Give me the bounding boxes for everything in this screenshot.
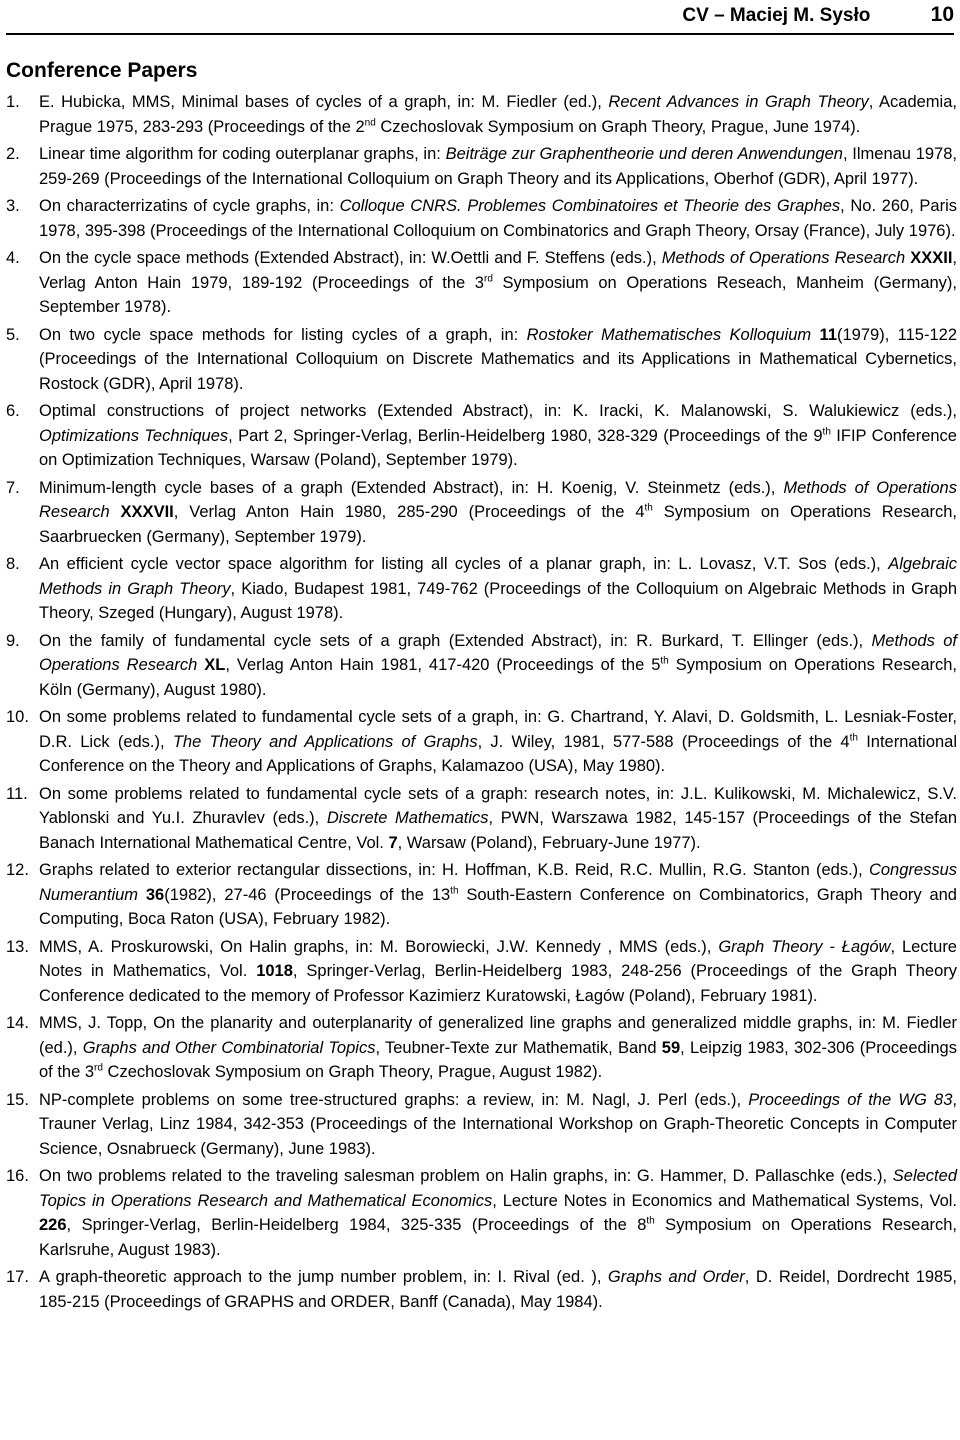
paper-citation bbox=[39, 402, 957, 469]
citation-text: MMS, J. Topp, On the planarity and outerplanarity of generalized line graphs and generalized middle graphs, in: M. Fiedler (ed.), bbox=[39, 1014, 957, 1057]
section-title: Conference Papers bbox=[6, 59, 198, 82]
paper-entry bbox=[6, 629, 957, 703]
citation-text: , Academia, Prague 1975, 283-293 (Proceedings of the 2 bbox=[39, 93, 957, 136]
paper-number: 2. bbox=[6, 145, 20, 163]
paper-entry bbox=[6, 935, 957, 1009]
paper-entry bbox=[6, 782, 957, 856]
citation-italic-title: Graph Theory - Łagów bbox=[718, 937, 891, 956]
citation-italic-title: Discrete Mathematics bbox=[326, 809, 489, 827]
citation-text: On characterrizatins of cycle graphs, in: bbox=[39, 197, 340, 215]
paper-citation bbox=[39, 1268, 957, 1311]
citation-text: Symposium on Operations Research, Saarbruecken (Germany), September 1979). bbox=[39, 503, 958, 546]
citation-text: , Verlag Anton Hain 1981, 417-420 (Proceedings of the 5 bbox=[225, 656, 661, 674]
citation-italic-title: The Theory and Applications of Graphs bbox=[172, 732, 478, 751]
paper-entry bbox=[6, 142, 957, 191]
paper-entry bbox=[6, 476, 957, 550]
citation-text: (1982), 27-46 (Proceedings of the 13 bbox=[164, 885, 451, 904]
citation-text: Optimal constructions of project networks (Extended Abstract), in: K. Iracki, K. Malanowski, S. Walukiewicz (eds.), bbox=[39, 402, 957, 420]
citation-text: IFIP Conference on Optimization Techniques, Warsaw (Poland), September 1979). bbox=[39, 426, 957, 469]
paper-number: 10. bbox=[6, 708, 29, 726]
paper-citation bbox=[39, 785, 957, 852]
paper-citation bbox=[39, 1091, 957, 1158]
paper-citation bbox=[39, 93, 957, 136]
paper-entry bbox=[6, 323, 957, 397]
ordinal-suffix: th bbox=[644, 502, 653, 514]
citation-text: , PWN, Warszawa 1982, 145-157 (Proceedings of the Stefan Banach International Mathematical Centre, Vol. bbox=[39, 809, 958, 852]
paper-entry bbox=[6, 90, 957, 139]
citation-text: , J. Wiley, 1981, 577-588 (Proceedings of the 4 bbox=[477, 732, 850, 751]
paper-citation bbox=[39, 708, 957, 775]
paper-entry bbox=[6, 194, 957, 243]
paper-number: 7. bbox=[6, 478, 20, 497]
citation-italic-title: Rostoker Mathematisches Kolloquium bbox=[526, 325, 820, 344]
citation-text: Graphs related to exterior rectangular dissections, in: H. Hoffman, K.B. Reid, R.C. Mullin, R.G. Stanton (eds.), bbox=[39, 861, 869, 879]
paper-number: 9. bbox=[6, 631, 20, 650]
citation-text: , Warsaw (Poland), February-June 1977). bbox=[397, 833, 701, 852]
paper-number: 12. bbox=[6, 861, 29, 879]
citation-text: , Springer-Verlag, Berlin-Heidelberg 1984, 325-335 (Proceedings of the 8 bbox=[66, 1216, 647, 1234]
citation-volume: 7 bbox=[388, 833, 398, 852]
paper-number: 1. bbox=[6, 93, 20, 111]
citation-text: Symposium on Operations Research, Karlsruhe, August 1983). bbox=[39, 1216, 957, 1259]
citation-volume: 1018 bbox=[256, 962, 293, 980]
paper-citation bbox=[39, 938, 957, 1005]
paper-number: 13. bbox=[6, 937, 29, 956]
citation-text: On some problems related to fundamental cycle sets of a graph: research notes, in: J.L. Kulikowski, M. Michalewicz, S.V. Yablonski and Yu.I. Zhuravlev (eds.), bbox=[39, 784, 957, 827]
citation-volume: XXXVII bbox=[120, 503, 174, 521]
paper-entry bbox=[6, 858, 957, 932]
paper-citation bbox=[39, 1167, 957, 1259]
citation-text: , Verlag Anton Hain 1979, 189-192 (Proceedings of the 3 bbox=[39, 249, 957, 292]
citation-text: Czechoslovak Symposium on Graph Theory, Prague, June 1974). bbox=[375, 117, 861, 136]
citation-text: , Springer-Verlag, Berlin-Heidelberg 1983, 248-256 (Proceedings of the Graph Theory Conference dedicated to the memory of Professor Kazimierz Kuratowski, Łagów (Poland), February 1981). bbox=[39, 962, 957, 1005]
ordinal-suffix: th bbox=[849, 732, 858, 743]
paper-number: 16. bbox=[6, 1167, 29, 1185]
citation-text: , Verlag Anton Hain 1980, 285-290 (Proceedings of the 4 bbox=[173, 503, 645, 521]
citation-volume: 36 bbox=[145, 885, 165, 904]
ordinal-suffix: th bbox=[646, 1215, 655, 1227]
conference-paper-list bbox=[6, 90, 957, 1317]
citation-text: , Part 2, Springer-Verlag, Berlin-Heidelberg 1980, 328-329 (Proceedings of the 9 bbox=[228, 426, 823, 445]
ordinal-suffix: th bbox=[450, 885, 459, 896]
citation-text: An efficient cycle vector space algorithm for listing all cycles of a planar graph, in: L. Lovasz, V.T. Sos (eds.), bbox=[39, 555, 889, 573]
ordinal-suffix: th bbox=[822, 426, 831, 437]
citation-text: E. Hubicka, MMS, Minimal bases of cycles of a graph, in: M. Fiedler (ed.), bbox=[39, 93, 609, 111]
citation-text: , Kiado, Budapest 1981, 749-762 (Proceedings of the Colloquium on Algebraic Methods in Graph Theory, Szeged (Hungary), August 1978). bbox=[39, 579, 957, 622]
citation-text: Linear time algorithm for coding outerplanar graphs, in: bbox=[39, 145, 446, 163]
citation-italic-title: Optimizations Techniques bbox=[39, 426, 229, 445]
paper-citation bbox=[39, 249, 957, 316]
paper-entry bbox=[6, 705, 957, 779]
citation-text: On two problems related to the traveling salesman problem on Halin graphs, in: G. Hammer, D. Pallaschke (eds.), bbox=[39, 1167, 893, 1185]
citation-text: , Ilmenau 1978, 259-269 (Proceedings of the International Colloquium on Graph Theory and its Applications, Oberhof (GDR), April 1977). bbox=[39, 145, 957, 188]
paper-entry bbox=[6, 1265, 957, 1314]
citation-text: (1979), 115-122 (Proceedings of the International Colloquium on Discrete Mathematics and its Applications in Mathematical Cybernetics, Rostock (GDR), April 1978). bbox=[39, 325, 957, 393]
citation-text: Minimum-length cycle bases of a graph (Extended Abstract), in: H. Koenig, V. Steinmetz (eds.), bbox=[39, 478, 784, 497]
paper-number: 8. bbox=[6, 555, 20, 573]
ordinal-suffix: rd bbox=[94, 1062, 103, 1074]
citation-italic-title: Algebraic Methods in Graph Theory bbox=[39, 555, 957, 598]
ordinal-suffix: nd bbox=[364, 117, 376, 128]
citation-italic-title: Colloque CNRS. Problemes Combinatoires et Theorie des Graphes bbox=[339, 197, 841, 215]
citation-italic-title: Recent Advances in Graph Theory bbox=[608, 93, 869, 111]
citation-text: NP-complete problems on some tree-structured graphs: a review, in: M. Nagl, J. Perl (eds.), bbox=[39, 1090, 749, 1109]
page-header bbox=[682, 0, 954, 30]
paper-citation bbox=[39, 555, 957, 622]
citation-text: , Leipzig 1983, 302-306 (Proceedings of the 3 bbox=[39, 1038, 957, 1081]
citation-volume: 11 bbox=[819, 325, 837, 344]
citation-italic-title: Methods of Operations Research bbox=[39, 478, 957, 521]
citation-text: On the cycle space methods (Extended Abstract), in: W.Oettli and F. Steffens (eds.), bbox=[39, 249, 662, 267]
paper-entry bbox=[6, 1011, 957, 1085]
citation-text: South-Eastern Conference on Combinatorics, Graph Theory and Computing, Boca Raton (USA), February 1982). bbox=[39, 885, 957, 928]
paper-citation bbox=[39, 326, 957, 393]
citation-italic-title: Selected Topics in Operations Research and Mathematical Economics bbox=[39, 1167, 957, 1210]
paper-number: 17. bbox=[6, 1268, 29, 1286]
citation-text: Symposium on Operations Research, Köln (Germany), August 1980). bbox=[39, 656, 958, 699]
citation-italic-title: Methods of Operations Research bbox=[661, 249, 911, 267]
paper-entry bbox=[6, 1088, 957, 1162]
citation-text: On two cycle space methods for listing cycles of a graph, in: bbox=[39, 325, 527, 344]
paper-number: 14. bbox=[6, 1014, 29, 1032]
citation-volume: XL bbox=[204, 656, 226, 674]
citation-italic-title: Graphs and Order bbox=[607, 1268, 745, 1286]
ordinal-suffix: rd bbox=[484, 273, 493, 284]
paper-entry bbox=[6, 1164, 957, 1262]
citation-text: MMS, A. Proskurowski, On Halin graphs, in: M. Borowiecki, J.W. Kennedy , MMS (eds.), bbox=[39, 937, 719, 956]
citation-italic-title: Methods of Operations Research bbox=[39, 631, 957, 674]
paper-citation bbox=[39, 1014, 957, 1081]
ordinal-suffix: th bbox=[660, 655, 669, 667]
paper-citation bbox=[39, 197, 957, 240]
paper-number: 4. bbox=[6, 249, 20, 267]
citation-text: On some problems related to fundamental cycle sets of a graph, in: G. Chartrand, Y. Alavi, D. Goldsmith, L. Lesniak-Foster, D.R. Lick (eds.), bbox=[39, 708, 957, 751]
citation-text: , Lecture Notes in Economics and Mathematical Systems, Vol. bbox=[492, 1191, 958, 1210]
citation-volume: 59 bbox=[661, 1038, 681, 1057]
paper-number: 15. bbox=[6, 1090, 29, 1109]
paper-number: 5. bbox=[6, 325, 20, 344]
citation-text: International Conference on the Theory and Applications of Graphs, Kalamazoo (USA), May 1980). bbox=[39, 732, 958, 775]
paper-citation bbox=[39, 479, 957, 546]
citation-volume: 226 bbox=[39, 1216, 67, 1234]
paper-citation bbox=[39, 145, 957, 188]
citation-italic-title: Congressus Numerantium bbox=[39, 861, 957, 904]
citation-volume: XXXII bbox=[910, 249, 953, 267]
citation-text: Symposium on Operations Reseach, Manheim (Germany), September 1978). bbox=[39, 273, 957, 316]
paper-number: 11. bbox=[6, 784, 28, 803]
citation-italic-title: Beiträge zur Graphentheorie und deren Anwendungen bbox=[445, 145, 843, 163]
paper-entry bbox=[6, 552, 957, 626]
page-number: 10 bbox=[930, 3, 954, 26]
paper-entry bbox=[6, 399, 957, 473]
paper-entry bbox=[6, 246, 957, 320]
citation-text: On the family of fundamental cycle sets of a graph (Extended Abstract), in: R. Burkard, T. Ellinger (eds.), bbox=[39, 631, 872, 650]
citation-text: Czechoslovak Symposium on Graph Theory, Prague, August 1982). bbox=[102, 1063, 603, 1081]
citation-text: , D. Reidel, Dordrecht 1985, 185-215 (Proceedings of GRAPHS and ORDER, Banff (Canada), May 1984). bbox=[39, 1268, 957, 1311]
citation-italic-title: Proceedings of the WG 83 bbox=[748, 1090, 953, 1109]
header-divider bbox=[6, 33, 954, 35]
citation-text: , No. 260, Paris 1978, 395-398 (Proceedings of the International Colloquium on Combinatorics and Graph Theory, Orsay (France), July 1976). bbox=[39, 197, 957, 240]
citation-text: , Trauner Verlag, Linz 1984, 342-353 (Proceedings of the International Workshop on Graph-Theoretic Concepts in Computer Science, Osnabrueck (Germany), June 1983). bbox=[39, 1090, 957, 1158]
paper-number: 6. bbox=[6, 402, 20, 420]
paper-citation bbox=[39, 632, 957, 699]
citation-text: , Teubner-Texte zur Mathematik, Band bbox=[375, 1038, 662, 1057]
header-title: CV – Maciej M. Sysło bbox=[682, 5, 871, 26]
citation-italic-title: Graphs and Other Combinatorial Topics bbox=[82, 1038, 376, 1057]
paper-citation bbox=[39, 861, 957, 928]
paper-number: 3. bbox=[6, 197, 20, 215]
citation-text: A graph-theoretic approach to the jump number problem, in: I. Rival (ed. ), bbox=[39, 1268, 608, 1286]
citation-text: , Lecture Notes in Mathematics, Vol. bbox=[39, 937, 957, 980]
